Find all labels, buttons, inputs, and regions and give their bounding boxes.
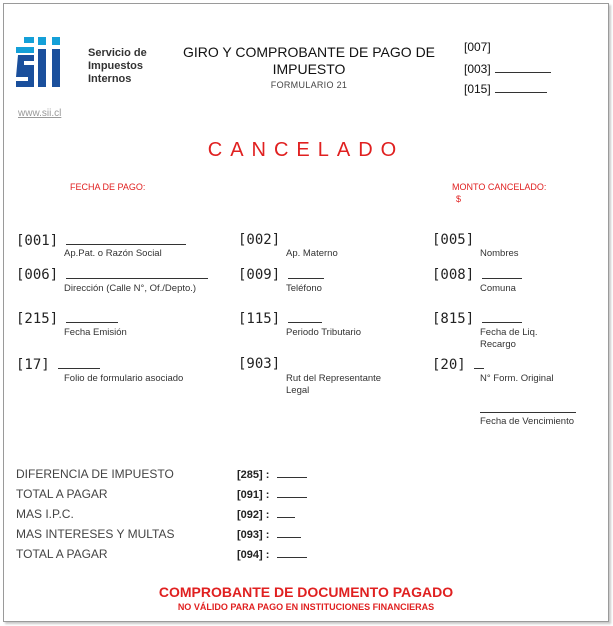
payment-receipt-form	[3, 3, 609, 622]
field-009-label: Teléfono	[286, 283, 322, 294]
field-903-label: Rut del Representante Legal	[286, 373, 382, 396]
field-17-label: Folio de formulario asociado	[64, 373, 184, 384]
summary-code-092: [092] :	[237, 507, 295, 521]
field-005-label: Nombres	[480, 248, 519, 259]
summary-label-093: MAS INTERESES Y MULTAS	[16, 527, 175, 541]
sii-url-link[interactable]: www.sii.cl	[18, 108, 62, 119]
payment-date-label: FECHA DE PAGO:	[70, 182, 146, 192]
due-date-label: Fecha de Vencimiento	[480, 416, 575, 427]
field-903: [903]	[238, 356, 281, 372]
summary-label-091: TOTAL A PAGAR	[16, 487, 108, 501]
code-007: [007]	[464, 40, 491, 54]
amount-symbol: $	[456, 194, 462, 204]
summary-code-091: [091] :	[237, 487, 307, 501]
field-002-label: Ap. Materno	[286, 248, 338, 259]
sii-name: Servicio de Impuestos Internos	[88, 47, 147, 85]
field-001-label: Ap.Pat. o Razón Social	[64, 248, 162, 259]
field-815-label: Fecha de Liq. Recargo	[480, 327, 538, 350]
footer-title: COMPROBANTE DE DOCUMENTO PAGADO	[158, 584, 454, 600]
summary-label-092: MAS I.P.C.	[16, 507, 74, 521]
field-006: [006]	[16, 266, 208, 283]
form-title: GIRO Y COMPROBANTE DE PAGO DE IMPUESTO	[182, 44, 436, 77]
footer-note: NO VÁLIDO PARA PAGO EN INSTITUCIONES FINANCIERAS	[177, 602, 435, 612]
field-815: [815]	[432, 310, 522, 327]
field-006-label: Dirección (Calle N°, Of./Depto.)	[64, 283, 197, 294]
field-001: [001]	[16, 232, 186, 249]
field-20: [20]	[432, 356, 484, 373]
field-008: [008]	[432, 266, 522, 283]
summary-label-094: TOTAL A PAGAR	[16, 547, 108, 561]
field-008-label: Comuna	[480, 283, 516, 294]
cancelado-stamp: CANCELADO	[207, 139, 405, 161]
field-115-label: Periodo Tributario	[286, 327, 361, 338]
code-003: [003]	[464, 61, 551, 76]
summary-code-094: [094] :	[237, 547, 307, 561]
field-005: [005]	[432, 232, 475, 248]
field-215-label: Fecha Emisión	[64, 327, 127, 338]
summary-label-285: DIFERENCIA DE IMPUESTO	[16, 467, 174, 481]
amount-paid-label: MONTO CANCELADO:	[452, 182, 547, 192]
field-009: [009]	[238, 266, 324, 283]
field-17: [17]	[16, 356, 100, 373]
summary-code-093: [093] :	[237, 527, 301, 541]
code-015: [015]	[464, 81, 547, 96]
form-subtitle: FORMULARIO 21	[270, 80, 348, 90]
field-215: [215]	[16, 310, 118, 327]
field-115: [115]	[238, 310, 322, 327]
due-date-line	[480, 402, 576, 413]
summary-code-285: [285] :	[237, 467, 307, 481]
sii-logo	[16, 37, 82, 99]
field-002: [002]	[238, 232, 281, 248]
field-20-label: N° Form. Original	[480, 373, 554, 384]
